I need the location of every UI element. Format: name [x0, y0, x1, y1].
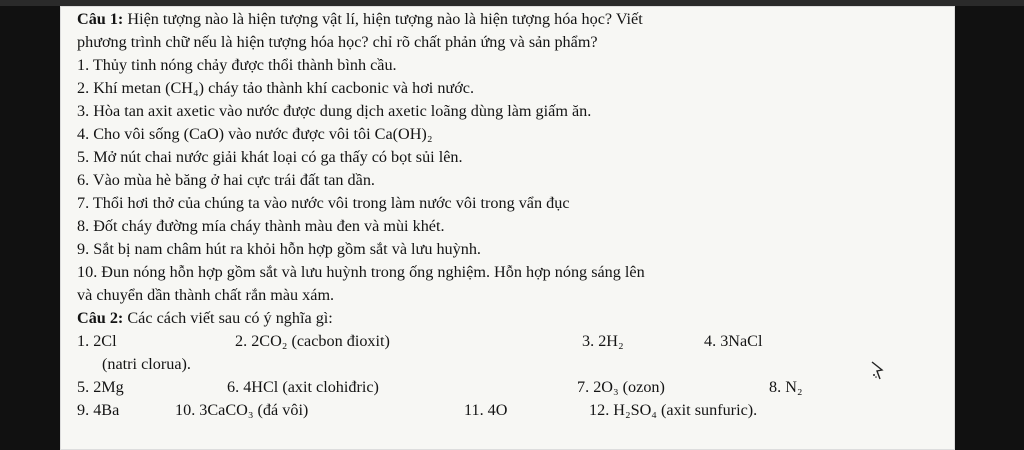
q2-heading [77, 307, 877, 330]
q2-cell: 1. 2Cl [77, 332, 117, 350]
q2-cell: 10. 3CaCO₃ (đá vôi) [175, 401, 309, 419]
q1-item: 8. Đốt cháy đường mía cháy thành màu đen và mùi khét. [77, 217, 445, 235]
q1-item: 10. Đun nóng hỗn hợp gồm sắt và lưu huỳnh trong ống nghiệm. Hỗn hợp nóng sáng lên [77, 263, 645, 281]
q1-label: Câu 1: [77, 10, 124, 28]
q2-label: Câu 2: [77, 309, 124, 327]
q1-item: 4. Cho vôi sống (CaO) vào nước được vôi tôi Ca(OH)₂ [77, 125, 433, 143]
q1-heading [77, 8, 877, 31]
q2-row-3 [77, 399, 877, 422]
q1-item: 2. Khí metan (CH₄) cháy tảo thành khí cacbonic và hơi nước. [77, 79, 474, 97]
q2-cell: 11. 4O [464, 401, 508, 419]
worksheet [77, 8, 877, 422]
pen-cursor-icon [870, 360, 884, 382]
q1-text-line-2 [77, 31, 877, 54]
q1-item: 9. Sắt bị nam châm hút ra khỏi hỗn hợp gồm sắt và lưu huỳnh. [77, 240, 481, 258]
q2-cell: 3. 2H₂ [582, 332, 624, 350]
q2-row-2 [77, 376, 877, 399]
q1-item: 6. Vào mùa hè băng ở hai cực trái đất tan dần. [77, 171, 375, 189]
q1-item: 7. Thổi hơi thở của chúng ta vào nước vôi trong làm nước vôi trong vẩn đục [77, 194, 570, 212]
q1-text-a: Hiện tượng nào là hiện tượng vật lí, hiện tượng nào là hiện tượng hóa học? Viết [123, 10, 643, 28]
q1-item: và chuyển dần thành chất rắn màu xám. [77, 286, 335, 304]
q2-text: Các cách viết sau có ý nghĩa gì: [123, 309, 333, 327]
q2-row-1 [77, 330, 877, 353]
q2-cell: 5. 2Mg [77, 378, 124, 396]
q1-text-b: phương trình chữ nếu là hiện tượng hóa học? chỉ rõ chất phản ứng và sản phẩm? [77, 33, 598, 51]
q2-cell: (natri clorua). [102, 355, 191, 373]
q2-cell: 6. 4HCl (axit clohiđric) [227, 378, 379, 396]
q1-item: 1. Thủy tinh nóng chảy được thổi thành bình cầu. [77, 56, 397, 74]
q1-item: 5. Mở nút chai nước giải khát loại có ga thấy có bọt sủi lên. [77, 148, 463, 166]
q2-cell: 9. 4Ba [77, 401, 120, 419]
q2-cell: 2. 2CO₂ (cacbon đioxit) [235, 332, 390, 350]
q2-row-1-cont [77, 353, 877, 376]
q2-cell: 8. N₂ [769, 378, 803, 396]
q2-cell: 12. H₂SO₄ (axit sunfuric). [589, 401, 758, 419]
q2-cell: 7. 2O₃ (ozon) [577, 378, 665, 396]
q1-item: 3. Hòa tan axit axetic vào nước được dung dịch axetic loãng dùng làm giấm ăn. [77, 102, 592, 120]
q2-cell: 4. 3NaCl [704, 332, 763, 350]
